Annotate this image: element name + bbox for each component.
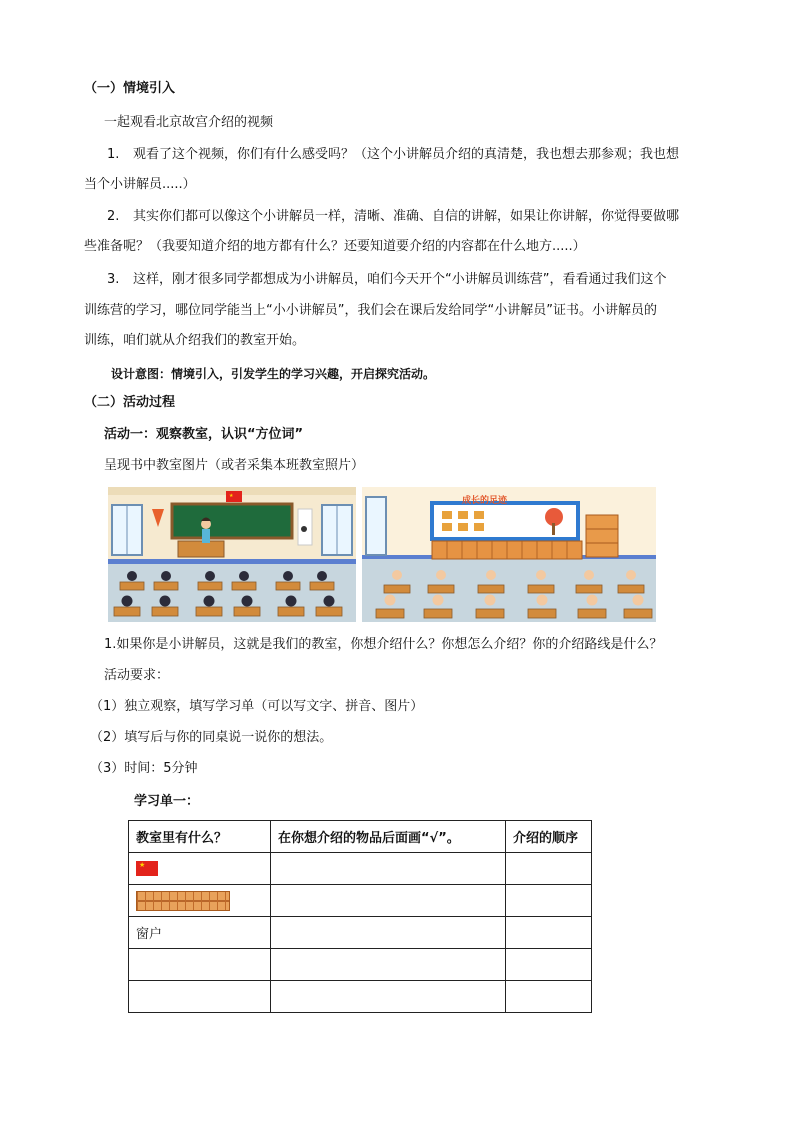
item-text-line: 当个小讲解员.....）	[84, 177, 196, 192]
requirement-item: （1）独立观察，填写学习单（可以写文字、拼音、图片）	[90, 699, 424, 714]
table-header-row	[129, 821, 592, 853]
item-text-line: 训练营的学习，哪位同学能当上“小小讲解员”，我们会在课后发给同学“小讲解员”证书。小讲解员的	[84, 303, 657, 318]
design-intent-note: 设计意图：情境引入，引发学生的学习兴趣，开启探究活动。	[111, 367, 436, 381]
question-text: 1.如果你是小讲解员，这就是我们的教室，你想介绍什么？你想怎么介绍？你的介绍路线是什么？	[104, 637, 663, 652]
requirement-item: （3）时间：5分钟	[90, 761, 198, 776]
item-cell[interactable]	[129, 981, 271, 1013]
table-row	[129, 885, 592, 917]
header-cell: 教室里有什么？	[129, 821, 271, 853]
order-cell[interactable]	[506, 949, 592, 981]
activity-title: 活动一：观察教室，认识“方位词”	[104, 427, 304, 442]
check-cell[interactable]	[271, 917, 506, 949]
item-text-line: 观看了这个视频，你们有什么感受吗？（这个小讲解员介绍的真清楚，我也想去那参观；我也想	[133, 147, 680, 162]
item-text-line: 其实你们都可以像这个小讲解员一样，清晰、准确、自信的讲解，如果让你讲解，你觉得要做哪	[133, 209, 680, 224]
table-row	[129, 853, 592, 885]
header-cell: 介绍的顺序	[506, 821, 592, 853]
check-cell[interactable]	[271, 885, 506, 917]
check-cell[interactable]	[271, 949, 506, 981]
order-cell[interactable]	[506, 885, 592, 917]
table-row	[129, 949, 592, 981]
order-cell[interactable]	[506, 853, 592, 885]
item-number: 3.	[107, 272, 120, 287]
classroom-front-image	[108, 487, 356, 622]
item-cell	[129, 853, 271, 885]
header-cell: 在你想介绍的物品后面画“√”。	[271, 821, 506, 853]
order-cell[interactable]	[506, 917, 592, 949]
item-cell[interactable]	[129, 949, 271, 981]
growth-banner-text: 成长的足迹	[462, 496, 508, 506]
item-number: 2.	[107, 209, 120, 224]
section-heading-intro: （一）情境引入	[84, 81, 176, 96]
check-cell[interactable]	[271, 981, 506, 1013]
classroom-back-image	[362, 487, 656, 622]
section-heading-activities: （二）活动过程	[84, 395, 176, 410]
svg-text:★: ★	[229, 493, 234, 499]
item-text-line: 训练，咱们就从介绍我们的教室开始。	[84, 333, 306, 348]
item-cell: 窗户	[129, 917, 271, 949]
requirements-title: 活动要求：	[104, 668, 170, 683]
worksheet-table	[128, 820, 592, 1013]
item-text-line: 这样，刚才很多同学都想成为小讲解员，咱们今天开个“小讲解员训练营”，看看通过我们这个	[133, 272, 667, 287]
item-cell	[129, 885, 271, 917]
check-cell[interactable]	[271, 853, 506, 885]
item-number: 1.	[107, 147, 120, 162]
item-text-line: 些准备呢？（我要知道介绍的地方都有什么？还要知道要介绍的内容都在什么地方.....）	[84, 239, 586, 254]
bookshelf-icon	[136, 891, 230, 911]
activity-intro: 呈现书中教室图片（或者采集本班教室照片）	[104, 458, 365, 473]
table-row	[129, 981, 592, 1013]
requirement-item: （2）填写后与你的同桌说一说你的想法。	[90, 730, 333, 745]
worksheet-title: 学习单一：	[134, 794, 200, 809]
flag-icon: ★	[136, 861, 158, 876]
order-cell[interactable]	[506, 981, 592, 1013]
intro-text: 一起观看北京故宫介绍的视频	[104, 115, 274, 130]
table-row	[129, 917, 592, 949]
